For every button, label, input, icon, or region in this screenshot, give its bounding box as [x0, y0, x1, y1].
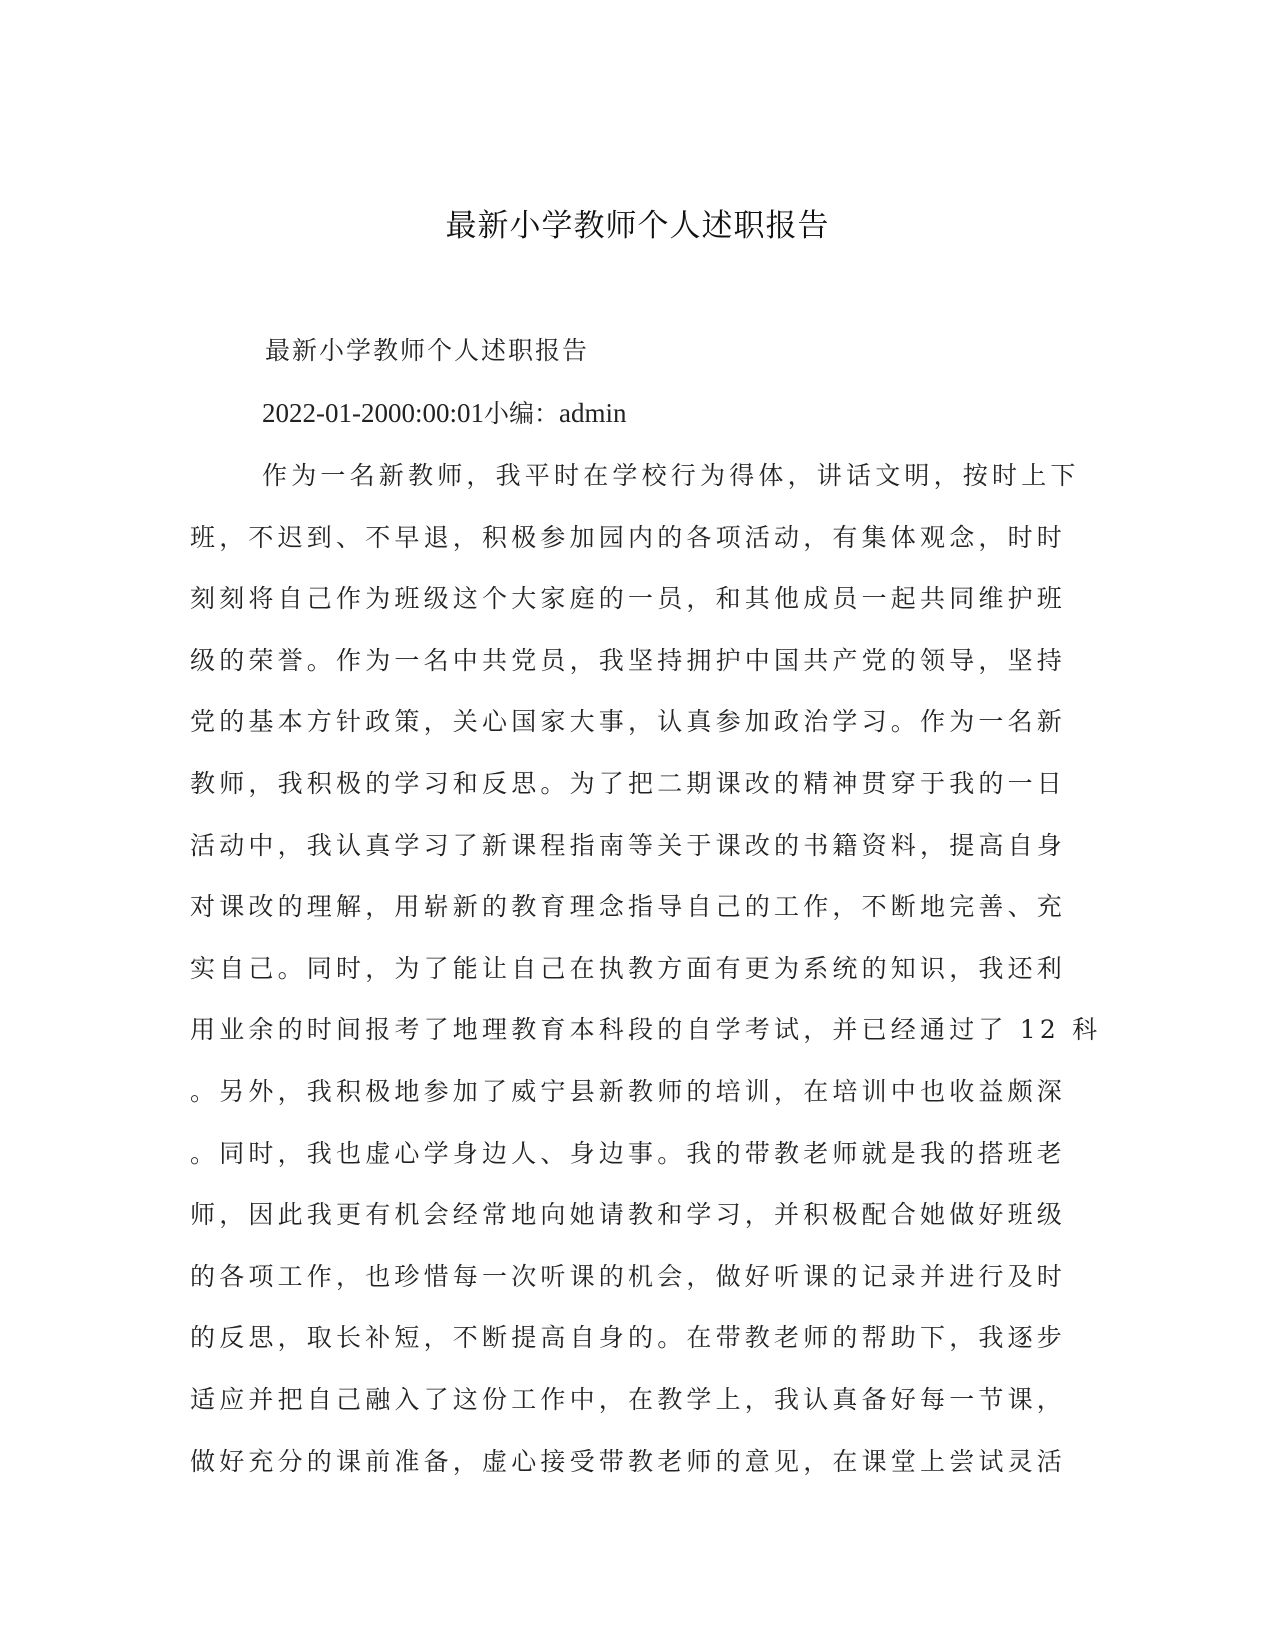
body-line: 刻刻将自己作为班级这个大家庭的一员，和其他成员一起共同维护班 — [190, 584, 1067, 614]
body-line: 做好充分的课前准备，虚心接受带教老师的意见，在课堂上尝试灵活 — [190, 1446, 1067, 1476]
document-body — [190, 456, 1102, 1503]
body-line: 班，不迟到、不早退，积极参加园内的各项活动，有集体观念，时时 — [190, 522, 1067, 552]
document-title: 最新小学教师个人述职报告 — [445, 208, 830, 244]
editor-name: admin — [559, 398, 627, 428]
body-line: 适应并把自己融入了这份工作中，在教学上，我认真备好每一节课， — [190, 1384, 1067, 1414]
editor-label: 小编： — [484, 399, 560, 428]
body-line: 党的基本方针政策，关心国家大事，认真参加政治学习。作为一名新 — [190, 707, 1067, 737]
body-line: 师，因此我更有机会经常地向她请教和学习，并积极配合她做好班级 — [190, 1200, 1067, 1230]
body-line: 用业余的时间报考了地理教育本科段的自学考试，并已经通过了 12 科 — [190, 1015, 1102, 1045]
body-line: 对课改的理解，用崭新的教育理念指导自己的工作，不断地完善、充 — [190, 892, 1067, 922]
body-line: 级的荣誉。作为一名中共党员，我坚持拥护中国共产党的领导，坚持 — [190, 645, 1067, 675]
body-line: 作为一名新教师，我平时在学校行为得体，讲话文明，按时上下 — [262, 461, 1080, 490]
body-line: 。另外，我积极地参加了威宁县新教师的培训，在培训中也收益颇深 — [190, 1076, 1067, 1106]
body-line: 实自己。同时，为了能让自己在执教方面有更为系统的知识，我还利 — [190, 953, 1067, 983]
document-meta — [262, 396, 627, 431]
body-line: 的各项工作，也珍惜每一次听课的机会，做好听课的记录并进行及时 — [190, 1261, 1067, 1291]
body-line: 的反思，取长补短，不断提高自身的。在带教老师的帮助下，我逐步 — [190, 1323, 1067, 1353]
body-line: 。同时，我也虚心学身边人、身边事。我的带教老师就是我的搭班老 — [190, 1138, 1067, 1168]
body-line: 教师，我积极的学习和反思。为了把二期课改的精神贯穿于我的一日 — [190, 768, 1067, 798]
publish-date: 2022-01-2000:00:01 — [262, 398, 484, 428]
body-line: 活动中，我认真学习了新课程指南等关于课改的书籍资料，提高自身 — [190, 830, 1067, 860]
document-subtitle: 最新小学教师个人述职报告 — [265, 336, 590, 365]
